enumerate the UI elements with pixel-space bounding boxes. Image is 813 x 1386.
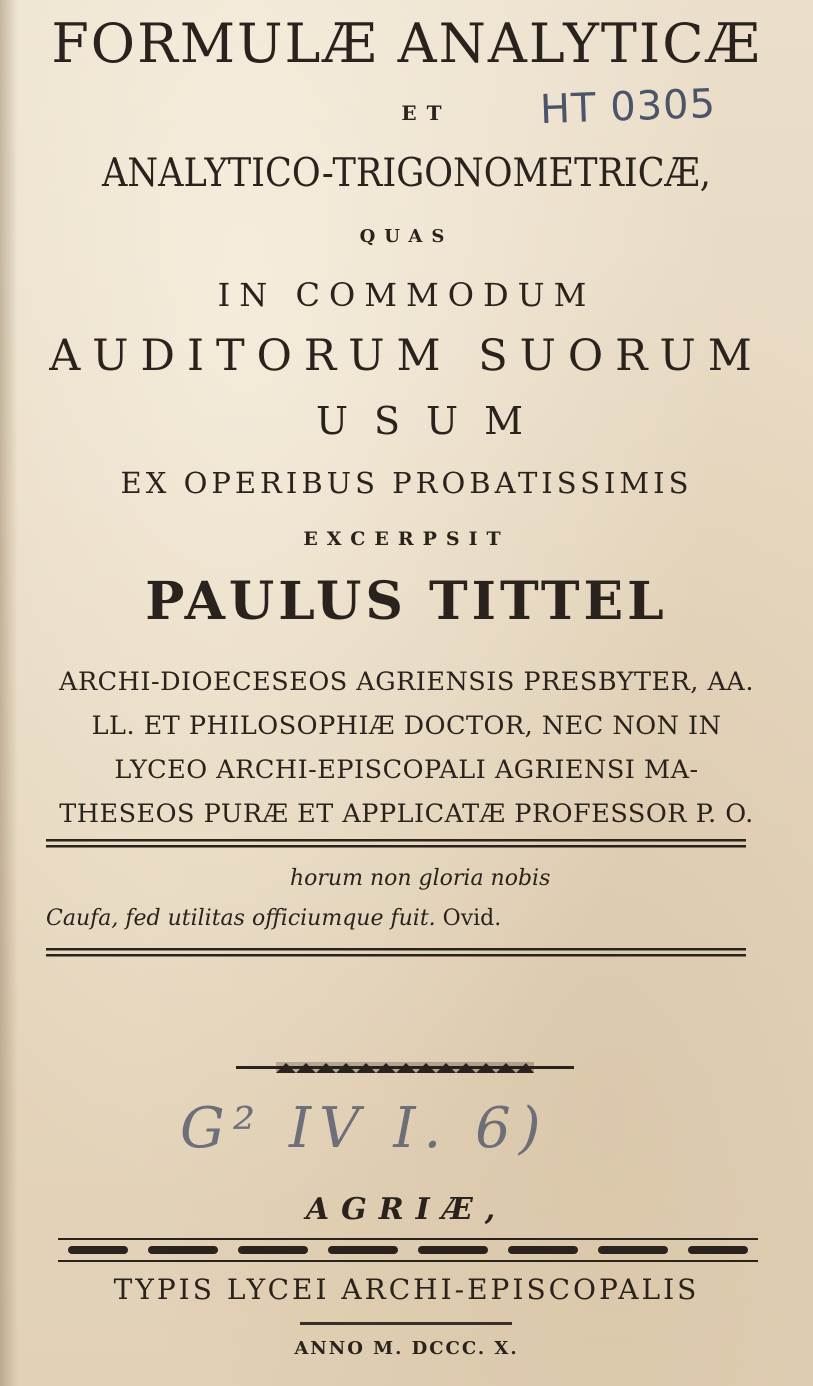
title-line-ex-operibus: EX OPERIBUS PROBATISSIMIS <box>120 466 693 500</box>
thin-rule <box>300 1322 512 1325</box>
title-line-quas: QUAS <box>359 226 454 247</box>
imprint-year: ANNO M. DCCC. X. <box>294 1338 519 1359</box>
epigraph-text: Caufa, fed utilitas officiumque fuit. <box>46 906 436 931</box>
title-line-auditorum: AUDITORUM SUORUM <box>49 331 764 381</box>
decorative-band <box>58 1238 758 1262</box>
epigraph-attribution: Ovid. <box>442 906 502 931</box>
title-line-usum: USUM <box>316 399 549 443</box>
double-rule-bottom <box>46 947 746 959</box>
library-stamp: HT 0305 <box>539 80 717 134</box>
imprint-place: AGRIÆ, <box>305 1192 508 1227</box>
title-line-et: ET <box>401 101 452 125</box>
author-affiliation <box>0 660 813 836</box>
title-line-formulae: FORMULÆ ANALYTICÆ <box>51 12 762 75</box>
epigraph-line-2 <box>46 906 501 931</box>
affiliation-line: THESEOS PURÆ ET APPLICATÆ PROFESSOR P. O. <box>59 799 754 829</box>
double-rule-top <box>46 838 746 850</box>
epigraph-line-1: horum non gloria nobis <box>290 866 551 891</box>
title-line-in-commodum: IN COMMODUM <box>217 276 596 314</box>
handwritten-shelfmark: G² IV I. 6) <box>180 1096 549 1161</box>
affiliation-line: LL. ET PHILOSOPHIÆ DOCTOR, NEC NON IN <box>91 711 722 741</box>
affiliation-line: LYCEO ARCHI-EPISCOPALI AGRIENSI MA- <box>114 755 699 785</box>
ornament-bar <box>236 1058 574 1080</box>
affiliation-line: ARCHI-DIOECESEOS AGRIENSIS PRESBYTER, AA. <box>59 667 754 697</box>
imprint-printer: TYPIS LYCEI ARCHI-EPISCOPALIS <box>113 1273 700 1306</box>
title-line-excerpsit: EXCERPSIT <box>303 528 510 550</box>
title-line-trigonometricae: ANALYTICO-TRIGONOMETRICÆ, <box>102 151 711 196</box>
author-name: PAULUS TITTEL <box>145 571 668 632</box>
